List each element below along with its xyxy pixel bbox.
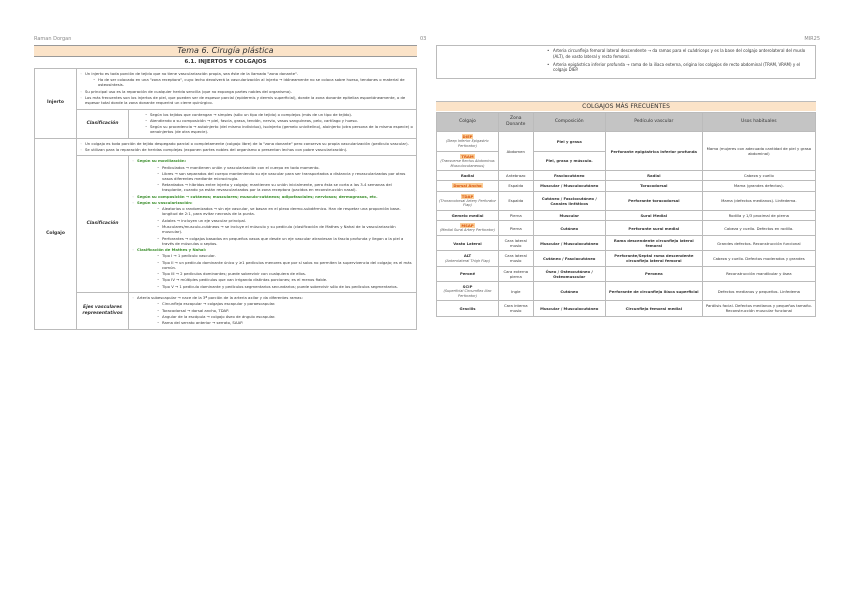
flap-name-cell — [437, 301, 499, 316]
flap-zona-cell: Ingle — [499, 281, 534, 301]
vascular-axes-notes — [436, 45, 816, 79]
flap-name: Gracilis — [459, 305, 476, 311]
flap-pedicle-cell: Radial — [605, 171, 702, 181]
vascular-note: • Arteria epigástrica inferior profunda → rama de la ilíaca externa, origina los colgajos de recto abdominal (TRAM, VRAM) y el colgajo DIEP. — [547, 62, 815, 74]
injerto-label: Injerto — [35, 69, 77, 139]
flap-uses-cell: Reconstrucción mandibular y ósea — [702, 266, 815, 281]
injerto-clasif-row — [35, 109, 417, 138]
freq-row — [437, 251, 816, 266]
flap-pedicle-cell: Perforante/Septal rama descendente circunfleja lateral femoral — [605, 251, 702, 266]
flap-name-cell — [437, 266, 499, 281]
flap-fullname: (Anterolateral Thigh Flap) — [445, 258, 490, 263]
colgajo-clasif-item — [132, 182, 413, 192]
colgajo-clasif-item — [132, 206, 413, 216]
col-header: Pedículo vascular — [605, 113, 702, 132]
eje-vascular-item: ◦ Arteria subescapular → nace de la 3ª porción de la arteria axilar y da diferentes ramas: — [132, 295, 413, 300]
flap-uses-cell: Mama (mujeres con adecuada cantidad de piel y grasa abdominal) — [702, 132, 815, 171]
colgajo-ejes-row — [35, 292, 417, 329]
flap-name-cell — [437, 236, 499, 251]
flap-name: ALT — [463, 253, 472, 259]
flap-uses-cell: Mama (defectos medianos). Linfedema. — [702, 191, 815, 211]
colgajo-ejes-content — [129, 292, 417, 329]
flap-name: TDAP — [461, 193, 474, 199]
col-header: Colgajo — [437, 113, 499, 132]
colgajo-clasif-text: Tipo V → 1 pedículo dominante y pedículos segmentarios secundarios; puede sobrevivir sólo de los pedículos segmentarios. — [162, 283, 398, 289]
flap-zona-cell: Cara lateral muslo — [499, 251, 534, 266]
colgajo-clasif-item — [132, 158, 413, 163]
flap-name-cell — [437, 151, 499, 171]
flap-fullname: (Deep Inferior Epigastric Perforator) — [446, 139, 489, 148]
colgajo-clasif-text: Clasificación de Mathes y Nahai: — [137, 246, 207, 252]
flap-pedicle-cell: Toracodorsal — [605, 181, 702, 191]
flap-comp-cell: Cutáneo — [533, 281, 605, 301]
injerto-row — [35, 69, 417, 110]
injerto-clasif-item: • Según los tejidos que contengan → simples (sólo un tipo de tejido) o complejos (más de un tipo de tejido). — [132, 112, 413, 117]
freq-header-row — [437, 113, 816, 132]
freq-row — [437, 301, 816, 316]
injerto-p2: ◦ Su principal uso es la reparación de cualquier herida sencilla (que no exponga partes nobles del organismo). — [80, 89, 413, 94]
injerto-p3: ◦ Los más frecuentes son los injertos de piel, que pueden ser de espesor parcial (epidermis y dermis superficial), donde la zona donante epiteliza espontáneamente, o de espesor total donde la zona donante requerirá un cierre quirúrgico. — [80, 95, 413, 105]
flap-zona-cell: Cara externa pierna — [499, 266, 534, 281]
flap-pedicle-cell: Perforante de circunfleja ilíaca superficial — [605, 281, 702, 301]
freq-row — [437, 171, 816, 181]
colgajo-clasif-text: Tipo I → 1 pedículo vascular. — [162, 253, 216, 259]
colgajo-ejes-label: Ejes vasculares representativos — [77, 292, 129, 329]
flap-zona-cell: Cara lateral muslo — [499, 236, 534, 251]
flap-pedicle-cell: Perforante epigástrica inferior profunda — [605, 132, 702, 171]
flap-uses-cell: Parálisis facial. Defectos medianos y pequeños tamaño. Reconstrucción muscular funcional — [702, 301, 815, 316]
flap-name: SCIP — [462, 283, 473, 289]
flap-comp-cell: Piel y grasa — [533, 132, 605, 152]
eje-vascular-item: • Circunfleja escapular → colgajos escapular y paraescapular. — [132, 301, 413, 306]
colgajo-clasif-item — [132, 171, 413, 181]
colgajo-clasif-item — [132, 277, 413, 282]
colgajo-clasif-text: Pediculados → mantienen unión y vascularización con el cuerpo en todo momento. — [162, 164, 320, 170]
colgajo-clasif-item — [132, 284, 413, 289]
colgajo-row — [35, 138, 417, 156]
flap-zona-cell: Espalda — [499, 181, 534, 191]
flap-pedicle-cell: Rama descendente circunfleja lateral femoral — [605, 236, 702, 251]
colgajo-clasif-item — [132, 260, 413, 270]
flap-name-cell — [437, 251, 499, 266]
flap-comp-cell: Óseo / Osteocutáneo / Osteomuscular — [533, 266, 605, 281]
col-header: Composición — [533, 113, 605, 132]
col-header: Zona Donante — [499, 113, 534, 132]
colgajo-clasif-text: Perforantes → colgajos basados en pequeños vasos que desde un eje vascular atraviesan la fascia profunda y llegan a la piel a través de músculos o septos. — [162, 235, 404, 246]
freq-row — [437, 211, 816, 221]
flap-comp-cell: Cutáneo — [533, 221, 605, 236]
header-page: 03 — [420, 36, 427, 42]
flap-name-cell — [437, 281, 499, 301]
flap-zona-cell: Pierna — [499, 211, 534, 221]
flap-name: DIEP — [462, 134, 473, 140]
colgajo-clasif-text: Tipo II → un pedículo dominante único y ≥1 pedículos menores que por sí solos no permiten la supervivencia del colgajo; es el más común. — [162, 259, 412, 270]
colgajo-clasif-item — [132, 200, 413, 205]
injerto-p1: ◦ Un injerto es toda porción de tejido que no tiene vascularización propia, sea éste de la llamada "zona donante". — [80, 71, 413, 76]
flap-uses-cell: Grandes defectos. Reconstrucción funcional — [702, 236, 815, 251]
flap-name-cell — [437, 171, 499, 181]
flap-fullname: (Transverse Rectus Abdominus Musculocutaneous) — [440, 158, 495, 168]
flap-zona-cell: Abdomen — [499, 132, 534, 171]
flap-name: TRAM — [461, 153, 474, 159]
flap-uses-cell: Cabeza y cuello. Defectos moderados y grandes — [702, 251, 815, 266]
flap-comp-cell: Piel, grasa y músculo. — [533, 151, 605, 171]
freq-row — [437, 221, 816, 236]
flap-uses-cell: Cabeza y cuello — [702, 171, 815, 181]
flap-name: Radial — [460, 173, 475, 179]
flap-fullname: (Medial Sural Artery Perforator) — [439, 228, 496, 233]
colgajo-clasif-text: Según su vascularización: — [137, 200, 193, 205]
flap-name: Vasto Lateral — [453, 240, 482, 246]
injertos-colgajos-table — [34, 68, 417, 330]
flap-name: Gemelo medial — [451, 213, 484, 219]
colgajo-clasif-text: Según su composición → cutáneos; musculares; musculo-cutáneos; adipofasciales; nerviosos; dermograsos, etc. — [137, 193, 378, 199]
colgajo-clasif-text: Musculares/musculo-cutáneos → se incluye el músculo y su pedículo (clasificación de Mathes y Nahai de la vascularización muscular). — [162, 224, 396, 235]
freq-table-title: COLGAJOS MÁS FRECUENTES — [436, 101, 816, 111]
injerto-clasif-item: • Según su procedencia → autoinjerto (del mismo individuo), isoinjerto (gemelo univitelino), aloinjerto (otra persona de la misma especie) o xenoinjertos (de otra especie). — [132, 124, 413, 134]
eje-vascular-item: • Toracodorsal → dorsal ancho, TDAP. — [132, 308, 413, 313]
injerto-clasif-item: • Atendiendo a su composición → piel, fascia, grasa, tendón, nervio, vasos sanguíneos, pelo, cartílago y hueso. — [132, 118, 413, 123]
flap-name-cell — [437, 221, 499, 236]
colgajo-clasif-text: Retardados → híbridos entre injerto y colgajo; mantienen su unión inicialmente, pero ésta se corta a las 3-4 semanas del trasplante, cuando ya están revascularizados por la zona receptora (pacidos en reconstrucción nasal). — [162, 182, 392, 193]
flap-comp-cell: Cutáneo / Fasciocutáneo / Canales linfáticos — [533, 191, 605, 211]
header-author: Raman Dorgan — [34, 36, 72, 42]
flap-name-cell — [437, 191, 499, 211]
flap-fullname: (Thoracodorsal Artery Perforator Flap) — [439, 198, 496, 208]
flap-zona-cell: Antebrazo — [499, 171, 534, 181]
vascular-note: • Arteria circunfleja femoral lateral descendente → da ramas para el cuádriceps y es la base del colgajo anterolateral del muslo (ALT), de vasto lateral y recto femoral. — [547, 48, 815, 60]
colgajo-clasif-item — [132, 271, 413, 276]
colgajo-clasif-text: Libres → son separados del cuerpo manteniendo su eje vascular para ser transportados a distancia y revascularizados por otros vasos diferentes mediante microcirugía. — [162, 170, 406, 181]
flap-name-cell — [437, 211, 499, 221]
colgajo-clasif-item — [132, 253, 413, 258]
flap-uses-cell: Mama (grandes defectos). — [702, 181, 815, 191]
injerto-definition — [77, 69, 417, 110]
flap-name-cell — [437, 181, 499, 191]
flap-uses-cell: Rodilla y 1/3 proximal de pierna — [702, 211, 815, 221]
colgajo-clasif-row — [35, 156, 417, 293]
flap-pedicle-cell: Circunfleja femoral medial — [605, 301, 702, 316]
flap-name-cell — [437, 132, 499, 152]
injerto-p1b: • Ha de ser colocado en una "zona receptora", cuyo lecho devolverá la vascularización al injerto → idóneamente no se coloca sobre hueso, tendones o material de osteosíntesis. — [80, 77, 413, 87]
colgajo-clasif-text: Tipo IV → múltiples pedículos que van irrigando distintas porciones; es el menos fiable. — [162, 277, 328, 283]
flap-pedicle-cell: Peronea — [605, 266, 702, 281]
flap-name: MSAP — [461, 223, 474, 229]
flap-comp-cell: Muscular / Musculocutáneo — [533, 181, 605, 191]
injerto-clasif-label: Clasificación — [77, 109, 129, 138]
flap-fullname: (Superficial Circumflex Iliac Perforator) — [443, 288, 492, 298]
freq-row — [437, 281, 816, 301]
flap-comp-cell: Fasciocutáneo — [533, 171, 605, 181]
colgajo-clasif-label: Clasificación — [77, 156, 129, 293]
injerto-clasif-content — [129, 109, 417, 138]
flap-name: Dorsal Ancho — [453, 183, 482, 189]
freq-row — [437, 266, 816, 281]
colgajo-label: Colgajo — [35, 138, 77, 329]
eje-vascular-item: • Angular de la escápula → colgajo óseo de ángulo escapular. — [132, 314, 413, 319]
flap-pedicle-cell: Perforante sural medial — [605, 221, 702, 236]
flap-name: Peroné — [459, 271, 476, 277]
colgajo-clasif-text: Aleatorios o randomizados → sin eje vascular, se basan en el plexo dermo-subdérmico. Han de respetar una proporción base-longitud de 2:1, para evitar necrosis de la punta. — [162, 206, 401, 217]
flap-uses-cell: Cabeza y cuello. Defectos en rodilla. — [702, 221, 815, 236]
colgajo-clasif-text: Axiales → incluyen un eje vascular principal. — [162, 217, 247, 223]
colgajo-clasif-content — [129, 156, 417, 293]
colgajo-p1: ◦ Un colgajo es toda porción de tejido despegado parcial o completamente (colgajo libre) de la "zona donante" pero conserva su propia vascularización (pedículo vascular). — [80, 141, 413, 146]
freq-row — [437, 191, 816, 211]
flap-comp-cell: Muscular / Musculocutáneo — [533, 236, 605, 251]
colgajo-clasif-item — [132, 247, 413, 252]
flap-pedicle-cell: Perforante toracodorsal — [605, 191, 702, 211]
flap-zona-cell: Espalda — [499, 191, 534, 211]
col-header: Usos habituales — [702, 113, 815, 132]
flap-comp-cell: Muscular — [533, 211, 605, 221]
section-subtitle: 6.1. INJERTOS Y COLGAJOS — [184, 59, 267, 65]
header-code: MIR25 — [804, 36, 820, 42]
flap-comp-cell: Cutáneo / Fasciocutáneo — [533, 251, 605, 266]
colgajo-clasif-item — [132, 218, 413, 223]
colgajo-clasif-item — [132, 194, 413, 199]
colgajo-clasif-text: Tipo III → 2 pedículos dominantes; puede sobrevivir con cualquiera de ellos. — [162, 271, 307, 276]
page-title: Tema 6. Cirugía plástica — [34, 45, 417, 57]
freq-row — [437, 132, 816, 152]
colgajo-clasif-item — [132, 224, 413, 234]
colgajo-definition — [77, 138, 417, 156]
colgajo-p2: ◦ Se utilizan para la reparación de heridas complejas (exponen partes nobles del organismo o presentan lechos con pobre vascularización). — [80, 147, 413, 152]
freq-row — [437, 181, 816, 191]
flap-pedicle-cell: Sural Medial — [605, 211, 702, 221]
flap-zona-cell: Pierna — [499, 221, 534, 236]
flap-uses-cell: Defectos medianos y pequeños. Linfedema — [702, 281, 815, 301]
freq-row — [437, 236, 816, 251]
colgajo-clasif-item — [132, 165, 413, 170]
flap-comp-cell: Muscular / Musculocutáneo — [533, 301, 605, 316]
eje-vascular-item: • Rama del serrato anterior → serrato, SAAP. — [132, 320, 413, 325]
colgajo-clasif-item — [132, 236, 413, 246]
freq-flaps-table — [436, 112, 816, 317]
flap-zona-cell: Cara interna muslo — [499, 301, 534, 316]
colgajo-clasif-text: Según su movilización: — [137, 158, 187, 164]
